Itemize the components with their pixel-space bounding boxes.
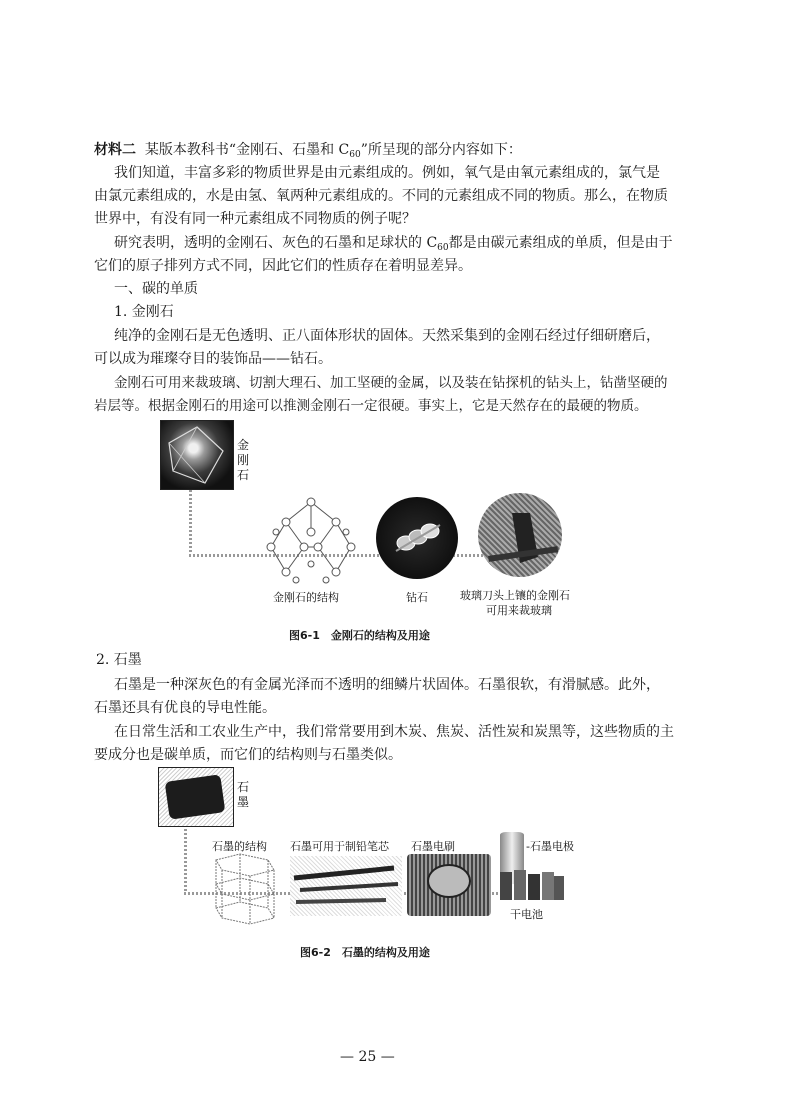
graphite-side-label: 石墨 xyxy=(236,780,249,809)
paragraph-1-line-3: 世界中，有没有同一种元素组成不同物质的例子呢？ xyxy=(94,211,416,227)
paragraph-5-line-1: 石墨是一种深灰色的有金属光泽而不透明的细鳞片状固体。石墨很软，有滑腻感。此外， xyxy=(114,677,660,693)
glass-cutter-label-line-2: 可用来裁玻璃 xyxy=(486,604,552,617)
heading-text: 某版本教科书“金刚石、石墨和 C xyxy=(144,142,350,158)
paragraph-2-line-1 xyxy=(114,233,673,258)
battery-cells-icon xyxy=(498,866,566,906)
battery-label: 干电池 xyxy=(510,908,543,921)
graphite-photo xyxy=(158,767,234,827)
paragraph-1-line-2: 由氯元素组成的，水是由氢、氧两种元素组成的。不同的元素组成不同的物质。那么，在物质 xyxy=(94,188,668,204)
electrode-label: -石墨电极 xyxy=(526,840,574,853)
diamond-structure-label: 金刚石的结构 xyxy=(273,591,339,604)
brush-part-icon xyxy=(427,864,471,898)
connector-vertical-1 xyxy=(189,490,192,556)
p2-text: 研究表明，透明的金刚石、灰色的石墨和足球状的 C xyxy=(114,235,438,251)
paragraph-2-line-2: 它们的原子排列方式不同，因此它们的性质存在着明显差异。 xyxy=(94,258,472,274)
brush-photo xyxy=(407,854,491,916)
subheading-graphite: 2. 石墨 xyxy=(96,652,142,668)
p2-subscript: 60 xyxy=(437,243,449,253)
diamond-photo xyxy=(160,420,234,490)
paragraph-4-line-1: 金刚石可用来裁玻璃、切割大理石、加工坚硬的金属，以及装在钻探机的钻头上，钻凿坚硬的 xyxy=(114,375,668,391)
graphite-structure-icon xyxy=(206,852,284,926)
battery-photo xyxy=(498,866,566,906)
subheading-diamond: 1. 金刚石 xyxy=(114,304,174,320)
material-heading xyxy=(94,140,522,165)
diamond-side-label: 金刚石 xyxy=(236,438,249,482)
paragraph-1-line-1: 我们知道，丰富多彩的物质世界是由元素组成的。例如，氧气是由氧元素组成的，氯气是 xyxy=(114,165,660,181)
page-number: — 25 — xyxy=(340,1049,395,1065)
graphite-structure-label: 石墨的结构 xyxy=(212,840,267,853)
graphite-chunk-icon xyxy=(165,774,226,819)
section-heading-carbon: 一、碳的单质 xyxy=(114,281,198,297)
glass-cutter-photo xyxy=(478,493,562,577)
pencil-label: 石墨可用于制铅笔芯 xyxy=(290,840,389,853)
pencil-leads-icon xyxy=(290,856,402,916)
glass-cutter-icon xyxy=(478,493,562,577)
electrode-label-text: 石墨电极 xyxy=(529,840,574,853)
diamond-ring-icon xyxy=(376,497,458,579)
figure-2-caption: 图6-2 石墨的结构及用途 xyxy=(300,946,430,959)
brush-label: 石墨电刷 xyxy=(411,840,455,853)
p2-text-end: 都是由碳元素组成的单质，但是由于 xyxy=(448,235,673,251)
gem-diamond-label: 钻石 xyxy=(406,591,428,604)
heading-subscript: 60 xyxy=(349,150,361,160)
paragraph-3-line-2: 可以成为璀璨夺目的装饰品——钻石。 xyxy=(94,351,332,367)
paragraph-6-line-1: 在日常生活和工农业生产中，我们常常要用到木炭、焦炭、活性炭和炭黑等，这些物质的主 xyxy=(114,724,674,740)
diamond-facets-icon xyxy=(161,421,233,489)
paragraph-3-line-1: 纯净的金刚石是无色透明、正八面体形状的固体。天然采集到的金刚石经过仔细研磨后， xyxy=(114,328,660,344)
heading-text-end: ”所呈现的部分内容如下： xyxy=(360,142,522,158)
figure-1-caption: 图6-1 金刚石的结构及用途 xyxy=(289,629,430,642)
glass-cutter-label-line-1: 玻璃刀头上镶的金刚石 xyxy=(460,589,570,602)
pencil-photo xyxy=(290,856,402,916)
gem-diamond-photo xyxy=(376,497,458,579)
material-label: 材料二 xyxy=(94,142,136,158)
diamond-structure-icon xyxy=(256,492,366,588)
paragraph-5-line-2: 石墨还具有优良的导电性能。 xyxy=(94,700,276,716)
paragraph-6-line-2: 要成分也是碳单质，而它们的结构则与石墨类似。 xyxy=(94,747,402,763)
connector-vertical-2 xyxy=(184,827,187,895)
paragraph-4-line-2: 岩层等。根据金刚石的用途可以推测金刚石一定很硬。事实上，它是天然存在的最硬的物质。 xyxy=(94,398,648,414)
